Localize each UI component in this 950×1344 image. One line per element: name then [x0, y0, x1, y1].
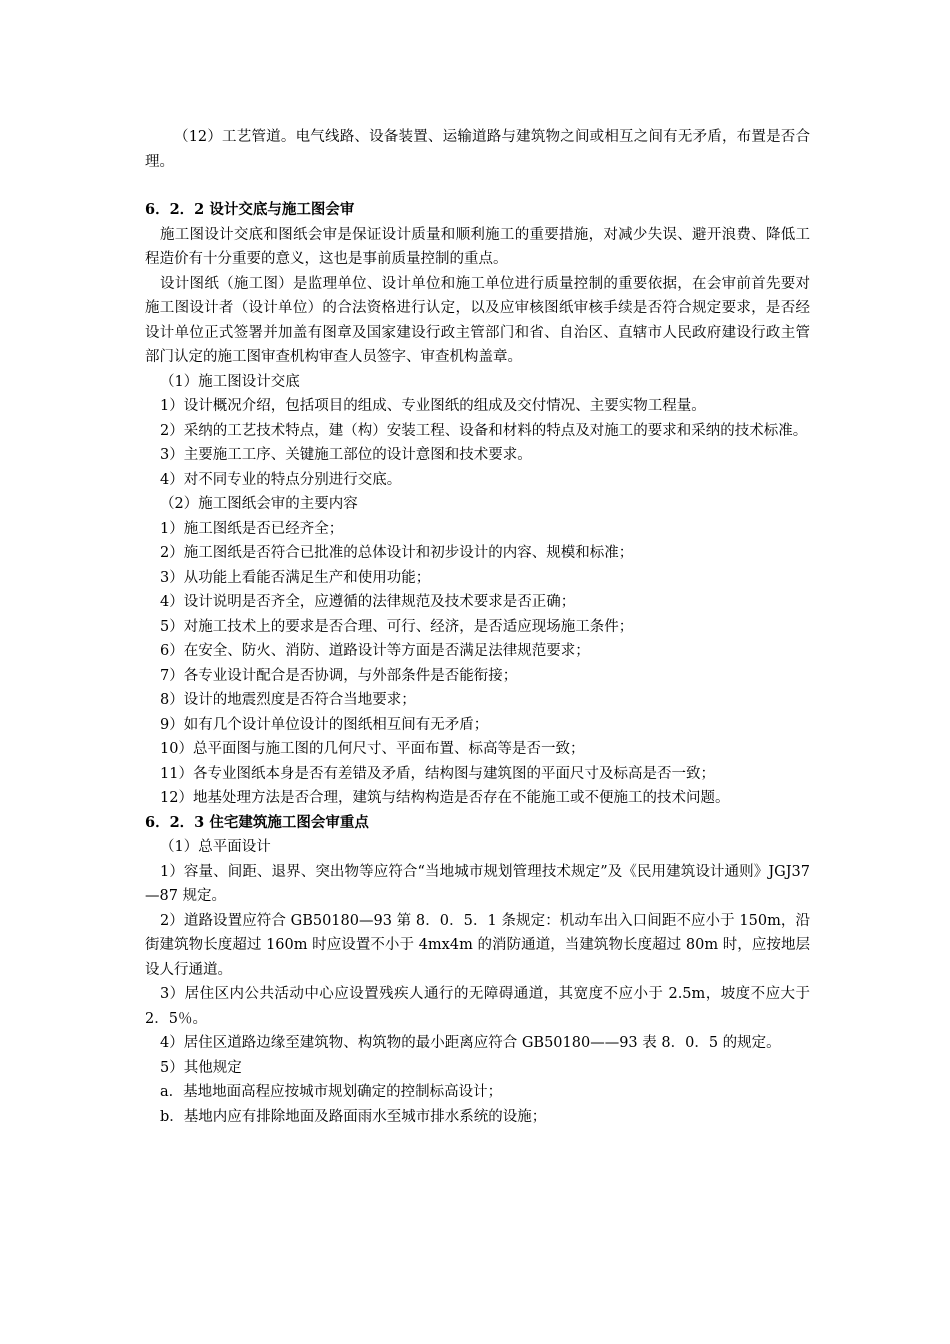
list-item: 6）在安全、防火、消防、道路设计等方面是否满足法律规范要求；	[160, 643, 590, 659]
list-item: 2）施工图纸是否符合已批准的总体设计和初步设计的内容、规模和标准；	[160, 545, 634, 561]
subsection-title-design-disclosure: （1）施工图设计交底	[160, 373, 300, 390]
paragraph-intro-1: 施工图设计交底和图纸会审是保证设计质量和顺利施工的重要措施，对减少失误、避开浪费、降低工程造价有十分重要的意义，这也是事前质量控制的重点。	[145, 226, 810, 267]
list-item: 12）地基处理方法是否合理，建筑与结构构造是否存在不能施工或不便施工的技术问题。	[160, 790, 730, 806]
list-item: 8）设计的地震烈度是否符合当地要求；	[160, 692, 416, 708]
list-item: 5）其他规定	[160, 1059, 242, 1076]
list-item: 9）如有几个设计单位设计的图纸相互间有无矛盾；	[160, 716, 489, 733]
list-item: 4）居住区道路边缘至建筑物、构筑物的最小距离应符合 GB50180——93 表 8．0．5 的规定。	[160, 1035, 781, 1051]
subsection-title-drawing-review: （2）施工图纸会审的主要内容	[160, 496, 358, 512]
list-item: 3）居住区内公共活动中心应设置残疾人通行的无障碍通道，其宽度不应小于 2.5m，坡度不应大于 2．5％。	[145, 986, 810, 1027]
list-item: b．基地内应有排除地面及路面雨水至城市排水系统的设施；	[160, 1108, 547, 1125]
list-item: a．基地地面高程应按城市规划确定的控制标高设计；	[160, 1084, 503, 1100]
list-item: 11）各专业图纸本身是否有差错及矛盾，结构图与建筑图的平面尺寸及标高是否一致；	[160, 765, 715, 782]
list-item: 4）设计说明是否齐全，应遵循的法律规范及技术要求是否正确；	[160, 594, 576, 610]
list-item: 5）对施工技术上的要求是否合理、可行、经济，是否适应现场施工条件；	[160, 618, 634, 635]
list-item: 3）主要施工工序、关键施工部位的设计意图和技术要求。	[160, 447, 532, 463]
list-item: 4）对不同专业的特点分别进行交底。	[160, 471, 402, 488]
list-item: 1）容量、间距、退界、突出物等应符合“当地城市规划管理技术规定”及《民用建筑设计通则》JGJ37—87 规定。	[145, 863, 810, 904]
list-item: 1）施工图纸是否已经齐全；	[160, 520, 344, 537]
list-item: 7）各专业设计配合是否协调，与外部条件是否能衔接；	[160, 667, 518, 684]
subsection-title-site-plan: （1）总平面设计	[160, 839, 271, 855]
document-body	[145, 125, 810, 1129]
paragraph-intro-2: 设计图纸（施工图）是监理单位、设计单位和施工单位进行质量控制的重要依据，在会审前首先要对施工图设计者（设计单位）的合法资格进行认定，以及应审核图纸审核手续是否符合规定要求，是否经设计单位正式签署并加盖有图章及国家建设行政主管部门和省、自治区、直辖市人民政府建设行政主管部门认定的施工图审查机构审查人员签字、审查机构盖章。	[145, 275, 810, 365]
list-item: 2）道路设置应符合 GB50180—93 第 8．0．5．1 条规定：机动车出入口间距不应小于 150m，沿街建筑物长度超过 160m 时应设置不小于 4mx4m 的消防通道，当建筑物长度超过 80m 时，应按地层设人行通道。	[145, 912, 810, 978]
list-item: 1）设计概况介绍，包括项目的组成、专业图纸的组成及交付情况、主要实物工程量。	[160, 398, 706, 414]
list-item: 3）从功能上看能否满足生产和使用功能；	[160, 569, 431, 586]
section-heading-6-2-3: 6．2．3 住宅建筑施工图会审重点	[145, 813, 369, 831]
list-item: 2）采纳的工艺技术特点，建（构）安装工程、设备和材料的特点及对施工的要求和采纳的技术标准。	[160, 422, 808, 439]
list-item: 10）总平面图与施工图的几何尺寸、平面布置、标高等是否一致；	[160, 741, 585, 757]
paragraph-pipeline: （12）工艺管道。电气线路、设备装置、运输道路与建筑物之间或相互之间有无矛盾，布置是否合理。	[145, 129, 810, 170]
section-heading-6-2-2: 6．2．2 设计交底与施工图会审	[145, 201, 355, 218]
